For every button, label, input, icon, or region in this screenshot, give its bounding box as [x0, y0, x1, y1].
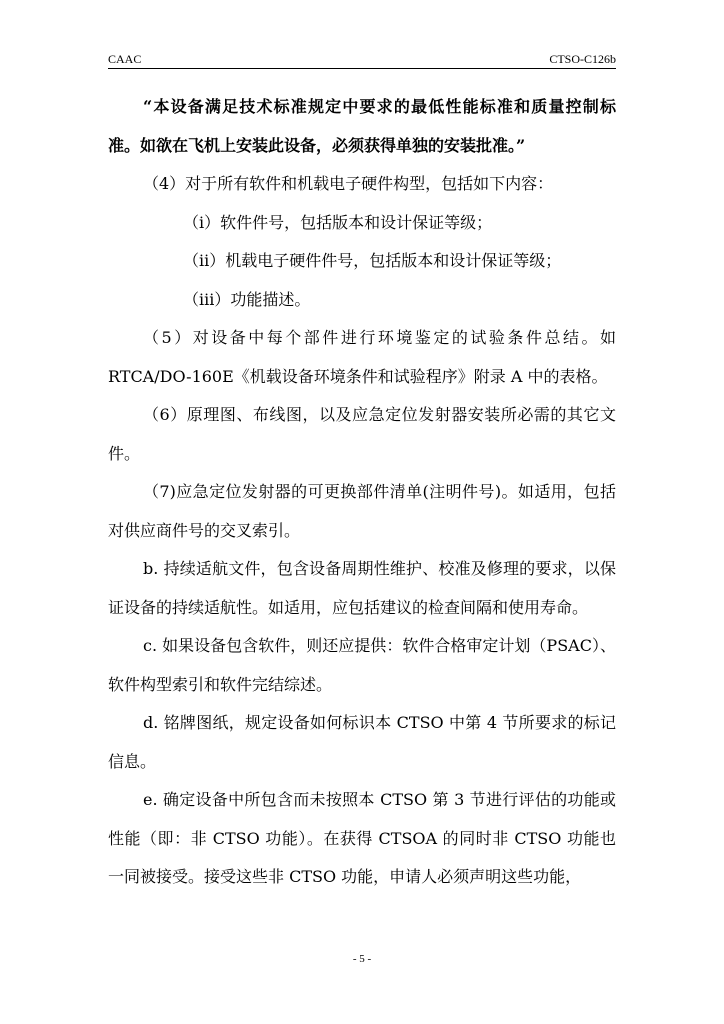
paragraph-subitem-i: （i）软件件号，包括版本和设计保证等级；: [183, 212, 493, 232]
header-right-text: CTSO-C126b: [549, 52, 616, 66]
header-left-text: CAAC: [108, 52, 142, 66]
paragraph-subitem-ii: （ii）机载电子硬件件号，包括版本和设计保证等级；: [183, 251, 562, 270]
paragraph-item-5: （5）对设备中每个部件进行环境鉴定的试验条件总结。如 RTCA/DO-160E《机载设备环境条件和试验程序》附录 A 中的表格。: [108, 328, 616, 386]
paragraph-item-6: （6）原理图、布线图，以及应急定位发射器安装所必需的其它文件。: [108, 405, 616, 463]
paragraph-quote: “本设备满足技术标准规定中要求的最低性能标准和质量控制标准。如欲在飞机上安装此设备，必须获得单独的安装批准。”: [108, 97, 616, 155]
paragraph-item-4: （4）对于所有软件和机载电子硬件构型，包括如下内容：: [143, 174, 554, 193]
page-header: [108, 50, 616, 69]
paragraph-item-b: b. 持续适航文件，包含设备周期性维护、校准及修理的要求，以保证设备的持续适航性。如适用，应包括建议的检查间隔和使用寿命。: [108, 559, 616, 617]
page-number: - 5 -: [352, 953, 372, 965]
paragraph-item-e: e. 确定设备中所包含而未按照本 CTSO 第 3 节进行评估的功能或性能（即：非 CTSO 功能）。在获得 CTSOA 的同时非 CTSO 功能也一同被接受。接受这些非 CTSO 功能，申请人必须声明这些功能，: [108, 790, 616, 886]
paragraph-item-7: （7)应急定位发射器的可更换部件清单(注明件号)。如适用，包括对供应商件号的交叉索引。: [108, 482, 616, 540]
paragraph-item-c: c. 如果设备包含软件，则还应提供：软件合格审定计划（PSAC）、软件构型索引和软件完结综述。: [108, 636, 616, 694]
paragraph-subitem-iii: （iii）功能描述。: [183, 289, 311, 309]
document-body: [108, 88, 616, 897]
paragraph-item-d: d. 铭牌图纸，规定设备如何标识本 CTSO 中第 4 节所要求的标记信息。: [108, 713, 616, 771]
